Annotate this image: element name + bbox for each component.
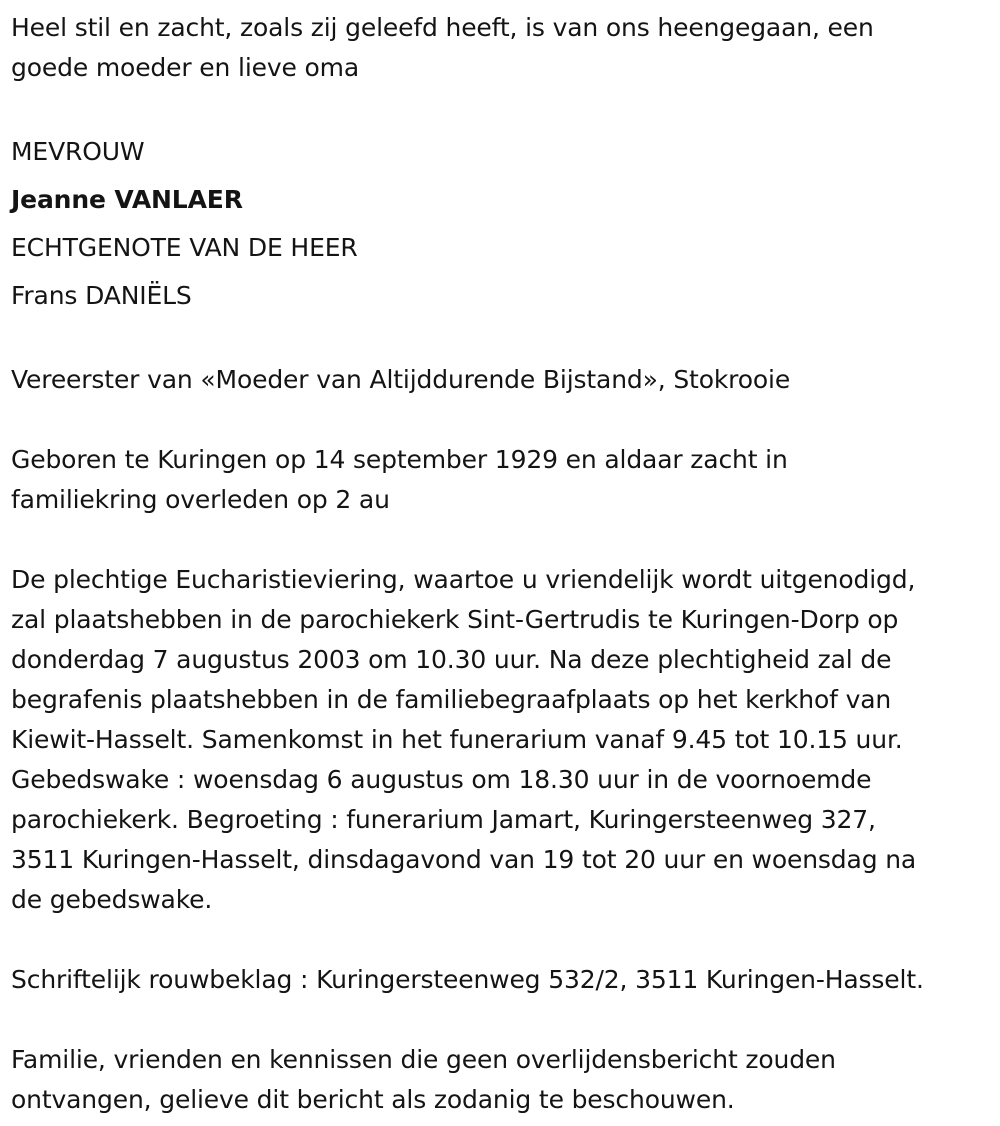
birth-line: Geboren te Kuringen op 14 september 1929 en aldaar zacht in	[11, 445, 788, 474]
ceremony-line: donderdag 7 augustus 2003 om 10.30 uur. Na deze plechtigheid zal de	[11, 645, 892, 674]
intro-line: goede moeder en lieve oma	[11, 53, 360, 82]
ceremony-line: begrafenis plaatshebben in de familiebegraafplaats op het kerkhof van	[11, 685, 892, 714]
intro-paragraph	[11, 8, 991, 88]
death-notice	[11, 8, 991, 1120]
closing-paragraph	[11, 1040, 991, 1120]
honor-line: Vereerster van «Moeder van Altijddurende Bijstand», Stokrooie	[11, 365, 791, 394]
honor-paragraph	[11, 360, 991, 400]
ceremony-line: 3511 Kuringen-Hasselt, dinsdagavond van 19 tot 20 uur en woensdag na	[11, 845, 917, 874]
spouse-label: ECHTGENOTE VAN DE HEER	[11, 233, 358, 262]
ceremony-line: parochiekerk. Begroeting : funerarium Jamart, Kuringersteenweg 327,	[11, 805, 876, 834]
ceremony-line: zal plaatshebben in de parochiekerk Sint-Gertrudis te Kuringen-Dorp op	[11, 605, 899, 634]
honorific: MEVROUW	[11, 137, 145, 166]
closing-line: Familie, vrienden en kennissen die geen overlijdensbericht zouden	[11, 1045, 836, 1074]
ceremony-line: De plechtige Eucharistieviering, waartoe u vriendelijk wordt uitgenodigd,	[11, 565, 916, 594]
ceremony-line: de gebedswake.	[11, 885, 213, 914]
deceased-block	[11, 128, 991, 320]
birth-line: familiekring overleden op 2 au	[11, 485, 390, 514]
ceremony-paragraph	[11, 560, 991, 920]
birth-paragraph	[11, 440, 991, 520]
ceremony-line: Gebedswake : woensdag 6 augustus om 18.30 uur in de voornoemde	[11, 765, 872, 794]
condolences-line: Schriftelijk rouwbeklag : Kuringersteenweg 532/2, 3511 Kuringen-Hasselt.	[11, 965, 924, 994]
ceremony-line: Kiewit-Hasselt. Samenkomst in het funerarium vanaf 9.45 tot 10.15 uur.	[11, 725, 903, 754]
spouse-name: Frans DANIËLS	[11, 281, 192, 310]
condolences-paragraph	[11, 960, 991, 1000]
deceased-name: Jeanne VANLAER	[11, 185, 243, 214]
intro-line: Heel stil en zacht, zoals zij geleefd heeft, is van ons heengegaan, een	[11, 13, 874, 42]
closing-line: ontvangen, gelieve dit bericht als zodanig te beschouwen.	[11, 1085, 735, 1114]
